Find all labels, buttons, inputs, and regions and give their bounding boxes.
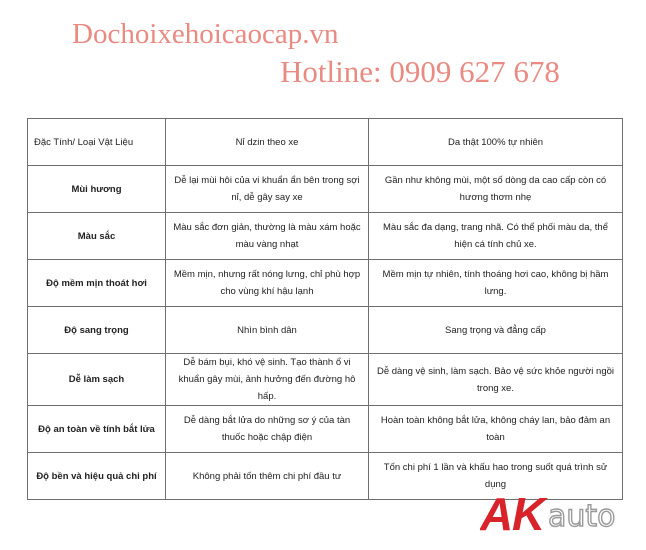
table-row — [28, 406, 623, 453]
logo-letter-k: K — [512, 488, 546, 538]
row-ni: Màu sắc đơn giản, thường là màu xám hoặc màu vàng nhạt — [166, 213, 369, 260]
row-da: Dễ dàng vệ sinh, làm sạch. Bảo vệ sức khỏe người ngồi trong xe. — [369, 354, 623, 406]
row-da: Hoàn toàn không bắt lửa, không cháy lan, bảo đảm an toàn — [369, 406, 623, 453]
table-row — [28, 166, 623, 213]
row-da: Mềm mịn tự nhiên, tính thoáng hơi cao, không bị hầm lưng. — [369, 260, 623, 307]
watermark-site: Dochoixehoicaocap.vn — [72, 18, 339, 50]
row-da: Gần như không mùi, một số dòng da cao cấp còn có hương thơm nhẹ — [369, 166, 623, 213]
table-header-row — [28, 119, 623, 166]
row-criterion: Mùi hương — [28, 166, 166, 213]
row-ni: Dễ bám bụi, khó vệ sinh. Tạo thành ổ vi khuẩn gây mùi, ảnh hưởng đến đường hô hấp. — [166, 354, 369, 406]
comparison-table — [27, 118, 623, 500]
logo-letter-a: A — [480, 488, 514, 538]
row-criterion: Độ mềm mịn thoát hơi — [28, 260, 166, 307]
table-row — [28, 354, 623, 406]
row-criterion: Dễ làm sạch — [28, 354, 166, 406]
row-criterion: Màu sắc — [28, 213, 166, 260]
row-ni: Mềm mịn, nhưng rất nóng lưng, chỉ phù hợp cho vùng khí hậu lạnh — [166, 260, 369, 307]
row-criterion: Độ bền và hiệu quả chi phí — [28, 453, 166, 500]
akauto-logo — [480, 486, 640, 538]
row-da: Sang trọng và đẳng cấp — [369, 307, 623, 354]
table-row — [28, 260, 623, 307]
row-ni: Không phải tốn thêm chi phí đầu tư — [166, 453, 369, 500]
watermark-hotline: Hotline: 0909 627 678 — [280, 54, 560, 89]
row-ni: Dễ lại mùi hôi của vi khuẩn ẩn bên trong sợi nỉ, dễ gây say xe — [166, 166, 369, 213]
row-da: Màu sắc đa dạng, trang nhã. Có thể phối màu da, thể hiện cá tính chủ xe. — [369, 213, 623, 260]
table-row — [28, 307, 623, 354]
header-ni: Nỉ dzin theo xe — [166, 119, 369, 166]
row-ni: Dễ dàng bắt lửa do những sơ ý của tàn thuốc hoặc chập điện — [166, 406, 369, 453]
header-criterion: Đặc Tính/ Loại Vật Liệu — [28, 119, 166, 166]
row-da: Tốn chi phí 1 lần và khấu hao trong suốt quá trình sử dụng — [369, 453, 623, 500]
row-criterion: Độ an toàn về tính bắt lửa — [28, 406, 166, 453]
logo-word-auto: auto — [548, 499, 616, 534]
table-row — [28, 213, 623, 260]
header-da: Da thật 100% tự nhiên — [369, 119, 623, 166]
row-criterion: Độ sang trọng — [28, 307, 166, 354]
row-ni: Nhìn bình dân — [166, 307, 369, 354]
